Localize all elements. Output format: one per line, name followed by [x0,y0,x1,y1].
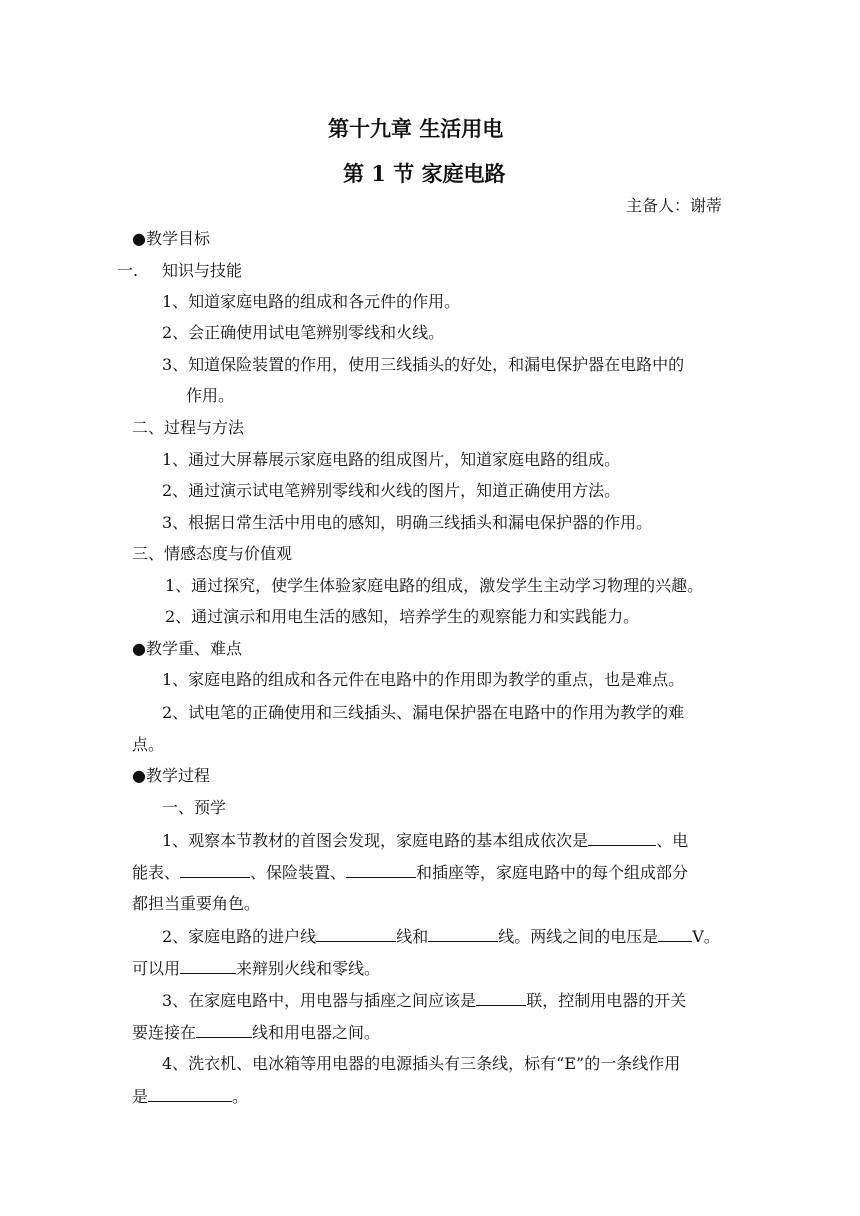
goals-part2-title: 二、过程与方法 [132,418,245,437]
answer-blank[interactable] [588,830,656,846]
answer-blank[interactable] [180,862,250,878]
author-label: 主备人：谢蒂 [626,196,723,215]
section-title: 第 1 节 家庭电路 [343,161,506,186]
chapter-title: 第十九章 生活用电 [328,116,504,141]
answer-blank[interactable] [180,958,236,974]
key-points-line: 1、家庭电路的组成和各元件在电路中的作用即为教学的重点，也是难点。 [162,670,685,689]
goals-part2-item: 3、根据日常生活中用电的感知，明确三线插头和漏电保护器的作用。 [162,513,653,532]
goals-part3-item: 2、通过演示和用电生活的感知，培养学生的观察能力和实践能力。 [165,607,640,626]
question-1-text: 1、观察本节教材的首图会发现，家庭电路的基本组成依次是 [162,831,589,850]
goals-part1-item: 1、知道家庭电路的组成和各元件的作用。 [162,292,461,311]
answer-blank[interactable] [658,926,692,942]
question-3-text: 联，控制用电器的开关 [526,991,687,1010]
question-4-line-2 [132,1086,248,1107]
question-2-text: 可以用 [132,959,181,978]
question-3-text: 3、在家庭电路中，用电器与插座之间应该是 [162,991,477,1010]
question-1-text: 、电 [656,831,689,850]
answer-blank[interactable] [476,990,526,1006]
key-points-heading: ●教学重、难点 [132,639,242,658]
goals-heading: ●教学目标 [132,229,210,248]
goals-part1-item: 3、知道保险装置的作用，使用三线插头的好处，和漏电保护器在电路中的 [162,355,685,374]
question-1-text: 和插座等，家庭电路中的每个组成部分 [416,863,689,882]
goals-part3-title: 三、情感态度与价值观 [132,544,293,563]
goals-part1-title: 知识与技能 [162,261,243,280]
question-3-line-1 [162,990,686,1011]
question-1-line-1 [162,830,688,851]
key-points-line-continued: 点。 [132,735,165,754]
goals-part3-item: 1、通过探究，使学生体验家庭电路的组成，激发学生主动学习物理的兴趣。 [165,576,704,595]
answer-blank[interactable] [196,1022,252,1038]
question-1-line-2 [132,862,688,883]
question-3-line-2 [132,1022,380,1043]
question-3-text: 要连接在 [132,1023,197,1042]
question-2-text: 2、家庭电路的进户线 [162,927,317,946]
question-2-text: 线和 [396,927,429,946]
question-2-line-1 [162,926,720,947]
answer-blank[interactable] [316,926,396,942]
goals-part2-item: 1、通过大屏幕展示家庭电路的组成图片，知道家庭电路的组成。 [162,450,621,469]
answer-blank[interactable] [346,862,416,878]
question-2-text: 来辩别火线和零线。 [236,959,381,978]
question-4-text: 是 [132,1087,149,1106]
question-4-line-1: 4、洗衣机、电冰箱等用电器的电源插头有三条线，标有“E”的一条线作用 [162,1054,681,1073]
answer-blank[interactable] [148,1086,232,1102]
key-points-line: 2、试电笔的正确使用和三线插头、漏电保护器在电路中的作用为教学的难 [162,703,685,722]
question-2-line-2 [132,958,380,979]
question-1-text: 能表、 [132,863,181,882]
preview-subheading: 一、预学 [162,798,227,817]
goals-part2-item: 2、通过演示试电笔辨别零线和火线的图片，知道正确使用方法。 [162,481,621,500]
goals-part1-item-continued: 作用。 [186,386,235,405]
question-1-text: 、保险装置、 [250,863,347,882]
question-2-text: 线。两线之间的电压是 [498,927,659,946]
answer-blank[interactable] [428,926,498,942]
goals-part1-number: 一. [117,261,139,280]
goals-part1-item: 2、会正确使用试电笔辨别零线和火线。 [162,323,445,342]
process-heading: ●教学过程 [132,766,210,785]
question-3-text: 线和用电器之间。 [252,1023,381,1042]
question-2-text: V。 [692,927,720,946]
question-1-line-3: 都担当重要角色。 [132,894,261,913]
question-4-text: 。 [232,1087,249,1106]
